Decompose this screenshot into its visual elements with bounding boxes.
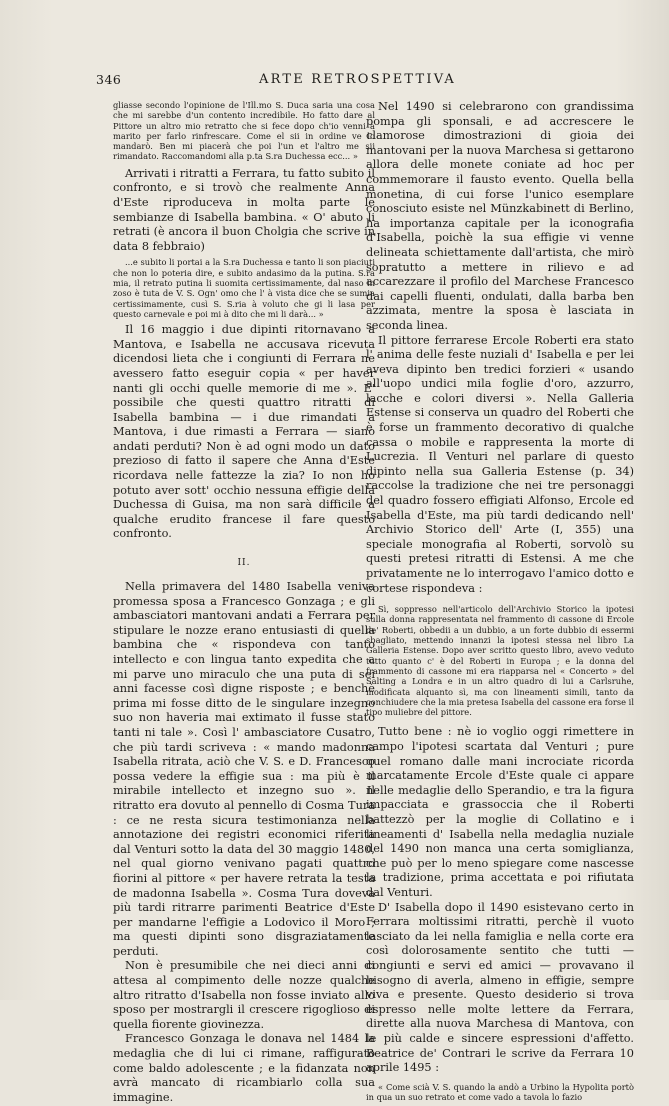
paragraph: Il 16 maggio i due dipinti ritornavano a Mantova, e Isabella ne accusava ricevuta dicendosi lieta che i congiunti di Ferrara ne avessero fatto eseguir copia « per haver nanti gli occhi quelle memorie di me ». E' possibile che questi quattro ritratti di Isabella bambina — i due rimandati a Mantova, i due rimasti a Ferrara — siano andati perduti? Non è ad ogni modo un dato prezioso di fatto il sapere che Anna d'Este ricordava nelle fattezze la zia? Io non ho potuto aver sott' occhio nessuna effigie della Duchessa di Guisa, ma non sarà difficile a qualche erudito francese il fare questo confronto. — [113, 323, 375, 541]
paragraph: D' Isabella dopo il 1490 esistevano certo in Ferrara moltissimi ritratti, perchè il vuoto lasciato da lei nella famiglia e nella corte era così dolorosamente sentito che tutti — congiunti e servi ed amici — provavano il bisogno di averla, almeno in effigie, sempre viva e presente. Questo desiderio si trova espresso nelle molte lettere da Ferrara, dirette alla nuova Marchesa di Mantova, con le più calde e sincere espressioni d'affetto. Beatrice de' Contrari le scrive da Ferrara 10 aprile 1495 : — [366, 900, 634, 1075]
paragraph: Francesco Gonzaga le donava nel 1484 la medaglia che di lui ci rimane, raffigurato come baldo adolescente ; e la fidanzata non avrà mancato di ricambiarlo colla sua immagine. — [113, 1032, 375, 1104]
quote-top: gliasse secondo l'opinione de l'Ill.mo S. Duca saria una cosa che mi sarebbe d'un contento incredibile. Ho fatto dare al Pittore un altro mio retratto che si fece dopo ch'io venni a marito per farlo rinfrescare. Come el sii in ordine ve lo mandarò. Ben mi piacerà che poi l'un et l'altro me sii rimandato. Raccomandomi alla p.ta S.ra Duchessa ecc... » — [113, 100, 375, 162]
paragraph: Arrivati i ritratti a Ferrara, tu fatto subito il confronto, e si trovò che realmente Anna d'Este riproduceva in molta parte le sembianze di Isabella bambina. « O' abuto li retrati (è ancora il buon Cholgia che scrive in data 8 febbraio) — [113, 166, 375, 253]
page-header — [96, 72, 619, 90]
section-numeral: II. — [237, 558, 251, 569]
paragraph: Non è presumibile che nei dieci anni di attesa al compimento delle nozze qualche altro ritratto d'Isabella non fosse inviato allo sposo per mostrargli il crescere rigoglioso di quella fiorente giovinezza. — [113, 959, 375, 1031]
page-number: 346 — [96, 72, 122, 87]
paragraph: Il pittore ferrarese Ercole Roberti era stato l' anima delle feste nuziali d' Isabella e per lei aveva dipinto ben tredici forzieri « usando all'uopo undici mila foglie d'oro, azzurro, lacche e colori diversi ». Nella Galleria Estense si conserva un quadro del Roberti che è forse un frammento decorativo di qualche cassa o mobile e rappresenta la morte di Lucrezia. Il Venturi nel parlare di questo dipinto nella sua Galleria Estense (p. 34) raccolse la tradizione che nei tre personaggi del quadro fossero effigiati Alfonso, Ercole ed Isabella d'Este, ma più tardi dedicando nell' Archivio Storico dell' Arte (I, 355) una speciale monografia al Roberti, sorvolò su questi pretesi ritratti di Estensi. A me che privatamente ne lo interrogavo l'amico dotto e cortese rispondeva : — [366, 333, 634, 595]
block-quote: Sì, soppresso nell'articolo dell'Archivio Storico la ipotesi sulla donna rappresentata nel frammento di cassone di Ercole de' Roberti, obbedii a un dubbio, a un forte dubbio di essermi sbagliato, mettendo innanzi la ipotesi stessa nel libro La Galleria Estense. Dopo aver scritto questo libro, avevo veduto tutto quanto c' è del Roberti in Europa ; e la donna del frammento di cassone mi era riapparsa nel « Concerto » del Salting a Londra e in un altro quadro di lui a Carlsruhe, modificata alquanto sì, ma con lineamenti simili, tanto da conchiudere che la mia pretesa Isabella del cassone era forse il tipo muliebre del pittore. — [366, 604, 634, 718]
paragraph: Nel 1490 si celebrarono con grandissima pompa gli sponsali, e ad accrescere le clamorose dimostrazioni di gioia dei mantovani per la nuova Marchesa si gettarono allora delle monete coniate ad hoc per commemorare il fausto evento. Quella bella monetina, di cui forse l'unico esemplare conosciuto esiste nel Münzkabinett di Berlino, ha importanza capitale per la iconografia d'Isabella, poichè la sua effigie vi venne delineata schiettamente dall'artista, che mirò sopratutto a mettere in rilievo e ad accarezzare il profilo del Marchese Francesco dai capelli fluenti, ondulati, dalla barba ben azzimata, mentre la sposa è lasciata in seconda linea. — [366, 100, 634, 332]
paragraph: Nella primavera del 1480 Isabella veniva promessa sposa a Francesco Gonzaga ; e gli ambasciatori mantovani andati a Ferrara per stipulare le nozze erano entusiasti di quella bambina che « rispondeva con tanto intellecto e con lingua tanto expedita che a mi parve uno miraculo che una puta di sei anni facesse così digne risposte ; e benchè prima mi fosse ditto de le singulare inzegno suo non haveria mai extimato il fusse stato tanti ni tale ». Così l' ambasciatore Cusatro, che più tardi scriveva : « mando madonna Isabella ritrata, aciò che V. S. e D. Francesco possa vedere la effigie sua : ma più è il mirabile intellecto et inzegno suo ». Il ritratto era dovuto al pennello di Cosma Tura : ce ne resta sicura testimonianza nella annotazione dei registri economici riferita dal Venturi sotto la data del 30 maggio 1480, nel qual giorno venivano pagati quattro fiorini al pittore « per havere retrata la testa de madonna Isabella ». Cosma Tura doveva più tardi ritrarre parimenti Beatrice d'Este per mandarne l'effigie a Lodovico il Moro ; ma questi dipinti sono disgraziatamente perduti. — [113, 580, 375, 958]
running-title: ARTE RETROSPETTIVA — [259, 72, 456, 87]
left-column — [113, 100, 375, 1105]
block-quote: ...e subito li portai a la S.ra Duchessa e tanto li son piaciuti che non lo poteria dire, e subito andasimo da la putina. S.ra mia, il retrato putina li suomita certissimamente, dal naso in zoso è tuta de V. S. Ogn' omo che l' à vista dice che se sumia certissimamente, cusì S. S.ria à voluto che gi li lasa per questo carnevale e poi mi à dito che mi li darà... » — [113, 257, 375, 319]
block-quote: « Come scià V. S. quando la andò a Urbino la Hypolita portò in qua un suo retrato et come vado a tavola lo fazio — [366, 1081, 634, 1102]
right-column — [366, 100, 634, 1106]
paragraph: Tutto bene : nè io voglio oggi rimettere in campo l'ipotesi scartata dal Venturi ; pure quel romano dalle mani incrociate ricorda marcatamente Ercole d'Este quale ci appare nelle medaglie dello Sperandio, e tra la figura impacciata e grassoccia che il Roberti battezzò per la moglie di Collatino e i lineamenti d' Isabella nella medaglia nuziale del 1490 non manca una certa somiglianza, che può per lo meno spiegare come nascesse la tradizione, prima accettata e poi rifiutata dal Venturi. — [366, 725, 634, 899]
